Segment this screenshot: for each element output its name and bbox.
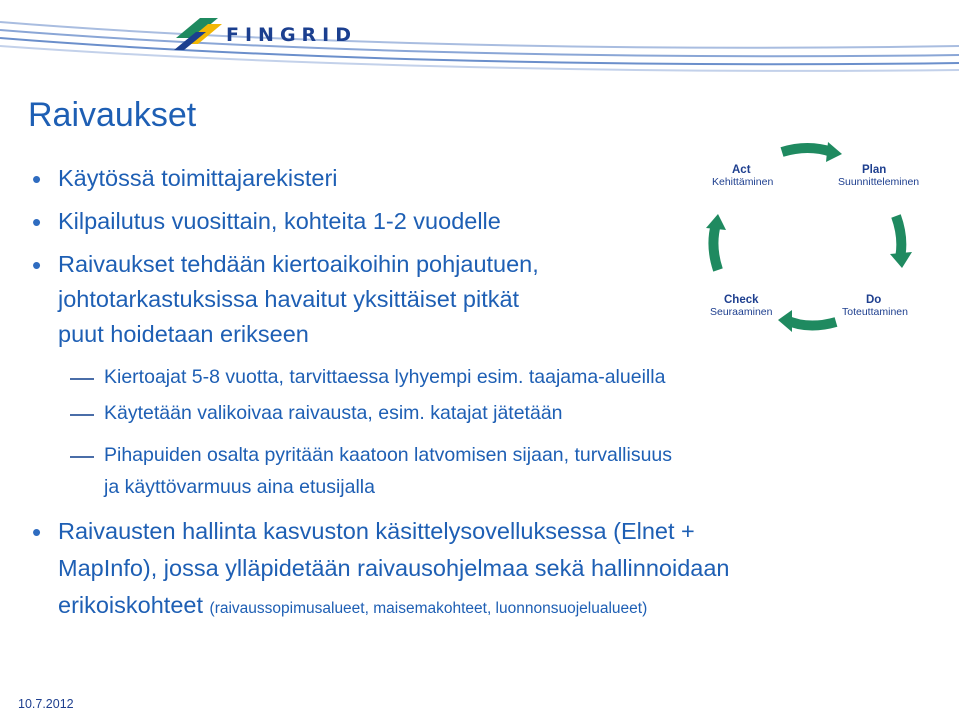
slide-title: Raivaukset xyxy=(28,96,197,134)
bullet-text-main: erikoiskohteet xyxy=(58,592,203,618)
footer-date: 10.7.2012 xyxy=(18,697,74,711)
pdca-check-label xyxy=(710,294,772,318)
pdca-act-title: Act xyxy=(732,164,751,176)
pdca-act-label xyxy=(712,164,773,188)
pdca-do-subtitle: Toteuttaminen xyxy=(842,306,908,318)
sub-bullet-dash xyxy=(70,456,94,458)
sub-bullet-dash xyxy=(70,414,94,416)
pdca-check-title: Check xyxy=(724,294,759,306)
bullet-marker: • xyxy=(32,517,42,547)
bullet-text: Raivaukset tehdään kiertoaikoihin pohjautuen, xyxy=(58,251,539,277)
sub-bullet-text-continued: ja käyttövarmuus aina etusijalla xyxy=(104,476,375,498)
bullet-text: Käytössä toimittajarekisteri xyxy=(58,165,338,191)
bullet-text-continued: johtotarkastuksissa havaitut yksittäiset pitkät xyxy=(58,286,520,312)
bullet-text: Kilpailutus vuosittain, kohteita 1-2 vuodelle xyxy=(58,208,501,234)
bullet-marker: • xyxy=(32,207,42,237)
pdca-check-subtitle: Seuraaminen xyxy=(710,306,773,318)
bullet-text-continued: MapInfo), jossa ylläpidetään raivausohjelmaa sekä hallinnoidaan xyxy=(58,555,730,581)
sub-bullet-text: Pihapuiden osalta pyritään kaatoon latvomisen sijaan, turvallisuus xyxy=(104,444,673,466)
pdca-do-label xyxy=(842,294,908,318)
logo-text: FINGRID xyxy=(226,24,358,46)
pdca-plan-label xyxy=(838,164,919,188)
bullet-marker: • xyxy=(32,250,42,280)
header-swoosh xyxy=(0,0,959,80)
sub-bullet-text: Käytetään valikoivaa raivausta, esim. katajat jätetään xyxy=(104,402,563,424)
sub-bullet-text: Kiertoajat 5-8 vuotta, tarvittaessa lyhyempi esim. taajama-alueilla xyxy=(104,366,666,388)
pdca-act-subtitle: Kehittäminen xyxy=(712,176,774,188)
pdca-plan-subtitle: Suunnitteleminen xyxy=(838,176,920,188)
pdca-do-title: Do xyxy=(866,294,882,306)
pdca-plan-title: Plan xyxy=(862,164,887,176)
bullet-text-small: (raivaussopimusalueet, maisemakohteet, luonnonsuojelualueet) xyxy=(209,600,648,617)
bullet-text-continued: puut hoidetaan erikseen xyxy=(58,321,309,347)
bullet-marker: • xyxy=(32,164,42,194)
sub-bullet-dash xyxy=(70,378,94,380)
bullet-text-continued xyxy=(58,587,647,627)
bullet-text: Raivausten hallinta kasvuston käsittelysovelluksessa (Elnet + xyxy=(58,518,695,544)
